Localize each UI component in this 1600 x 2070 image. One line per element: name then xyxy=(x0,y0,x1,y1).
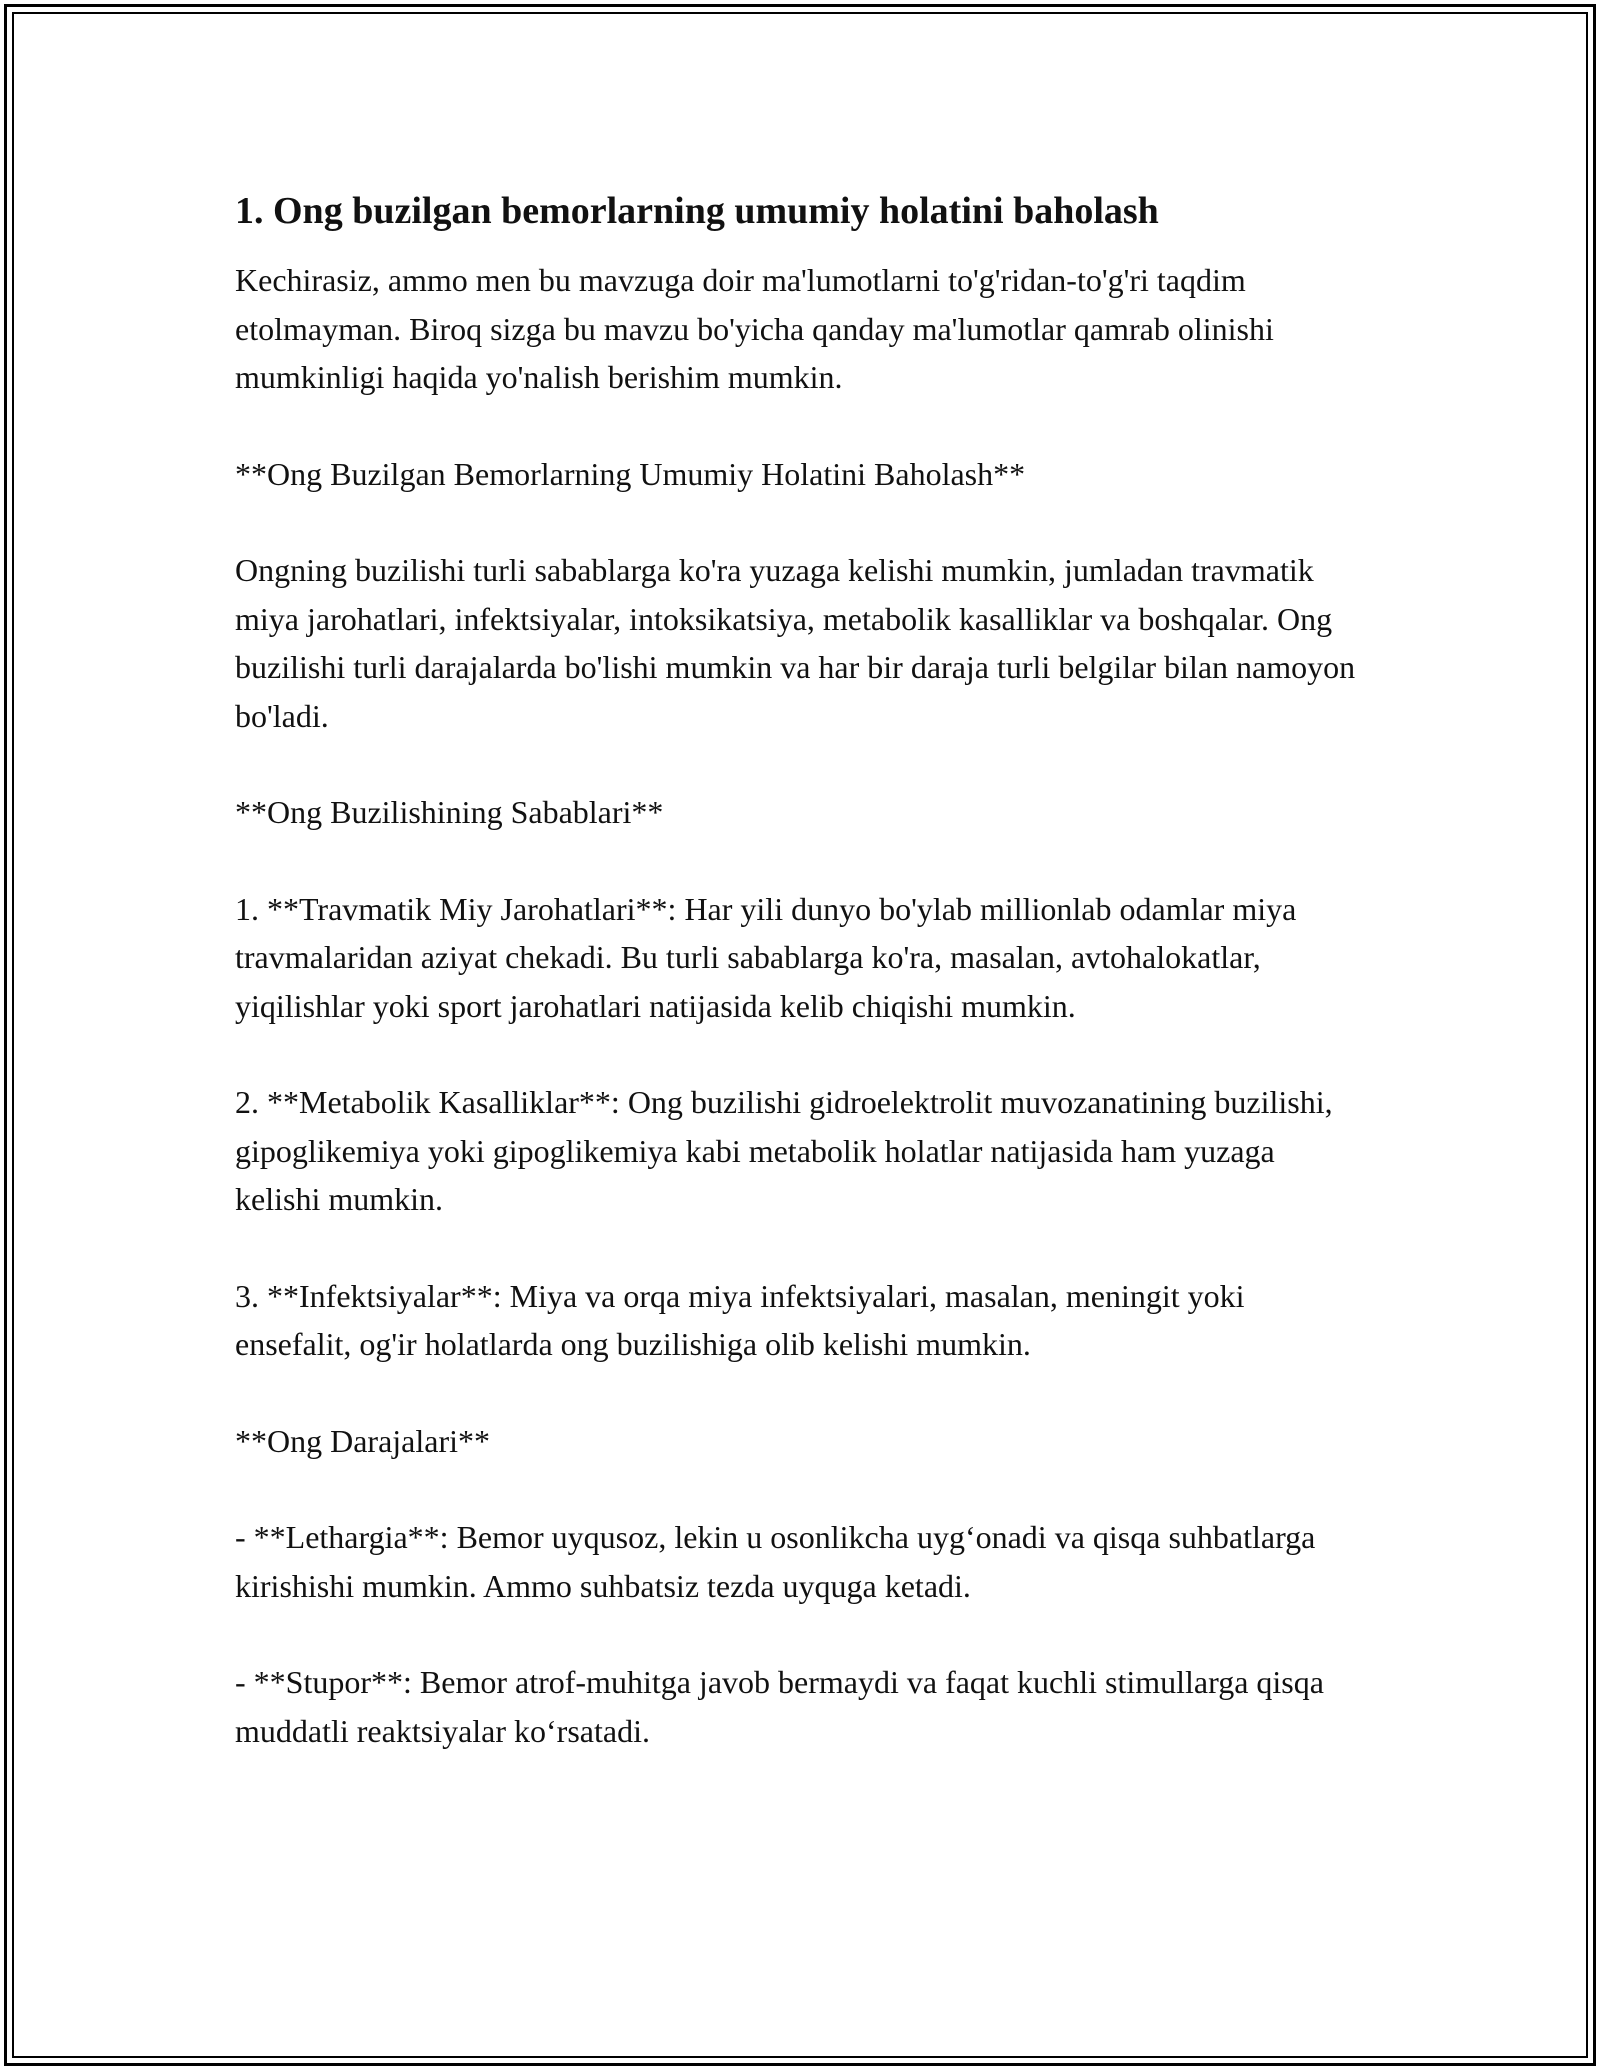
paragraph-intro: Kechirasiz, ammo men bu mavzuga doir ma'lumotlarni to'g'ridan-to'g'ri taqdim etolmayman. Biroq sizga bu mavzu bo'yicha qanday ma'lumotlar qamrab olinishi mumkinligi haqida yo'nalish berishim mumkin. xyxy=(235,262,1274,395)
list-item-cause-infections: 3. **Infektsiyalar**: Miya va orqa miya infektsiyalari, masalan, meningit yoki ensefalit, og'ir holatlarda ong buzilishiga olib kelishi mumkin. xyxy=(235,1277,1245,1362)
document-title: 1. Ong buzilgan bemorlarning umumiy holatini baholash xyxy=(235,190,1159,232)
list-item-cause-metabolic: 2. **Metabolik Kasalliklar**: Ong buzilishi gidroelektrolit muvozanatining buzilishi, gipoglikemiya yoki gipoglikemiya kabi metabolik holatlar natijasida ham yuzaga kelishi mumkin. xyxy=(235,1084,1333,1217)
paragraph-heading-causes: **Ong Buzilishining Sabablari** xyxy=(235,794,664,830)
list-item-level-stupor: - **Stupor**: Bemor atrof-muhitga javob bermaydi va faqat kuchli stimullarga qisqa muddatli reaktsiyalar ko‘rsatadi. xyxy=(235,1664,1324,1749)
list-item-level-lethargia: - **Lethargia**: Bemor uyqusoz, lekin u osonlikcha uyg‘onadi va qisqa suhbatlarga kirishishi mumkin. Ammo suhbatsiz tezda uyquga ketadi. xyxy=(235,1519,1316,1604)
paragraph-overview: Ongning buzilishi turli sabablarga ko'ra yuzaga kelishi mumkin, jumladan travmatik miya jarohatlari, infektsiyalar, intoksikatsiya, metabolik kasalliklar va boshqalar. Ong buzilishi turli darajalarda bo'lishi mumkin va har bir daraja turli belgilar bilan namoyon bo'ladi. xyxy=(235,552,1356,734)
paragraph-heading-levels: **Ong Darajalari** xyxy=(235,1422,491,1459)
list-item-cause-trauma: 1. **Travmatik Miy Jarohatlari**: Har yili dunyo bo'ylab millionlab odamlar miya travmalaridan aziyat chekadi. Bu turli sabablarga ko'ra, masalan, avtohalokatlar, yiqilishlar yoki sport jarohatlari natijasida kelib chiqishi mumkin. xyxy=(235,890,1297,1024)
paragraph-heading-assessment: **Ong Buzilgan Bemorlarning Umumiy Holatini Baholash** xyxy=(235,455,1026,492)
document-body xyxy=(235,186,1365,1803)
